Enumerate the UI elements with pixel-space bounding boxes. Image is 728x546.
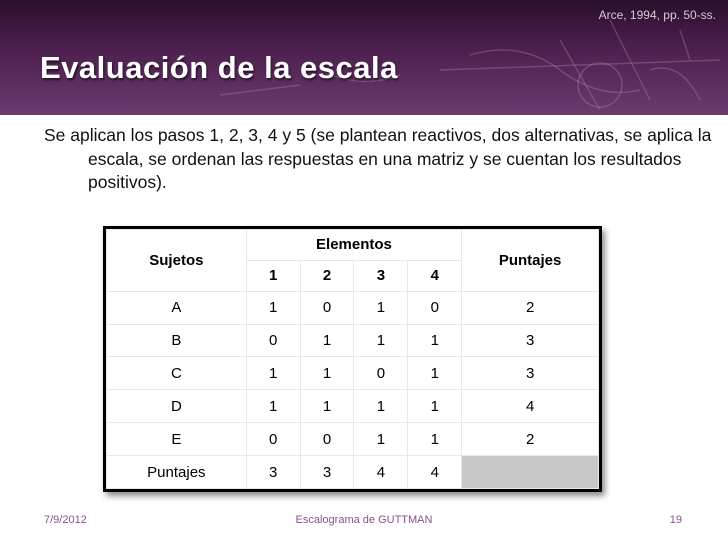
value-cell: 1: [354, 291, 408, 324]
value-cell: 1: [408, 324, 462, 357]
table-row: [107, 390, 599, 423]
totals-label: Puntajes: [107, 456, 247, 489]
score-cell: 4: [462, 390, 599, 423]
subject-cell: C: [107, 357, 247, 390]
value-cell: 1: [408, 357, 462, 390]
value-cell: 1: [354, 390, 408, 423]
guttman-table-frame: [103, 226, 602, 492]
header-scores: Puntajes: [462, 230, 599, 292]
slide-header: [0, 0, 728, 115]
value-cell: 1: [354, 423, 408, 456]
value-cell: 1: [246, 357, 300, 390]
subject-cell: A: [107, 291, 247, 324]
element-number: 3: [354, 260, 408, 291]
value-cell: 1: [246, 291, 300, 324]
value-cell: 0: [300, 423, 354, 456]
footer-page-number: 19: [669, 514, 682, 526]
subject-cell: D: [107, 390, 247, 423]
element-number: 1: [246, 260, 300, 291]
element-number: 4: [408, 260, 462, 291]
score-cell: 2: [462, 291, 599, 324]
citation: Arce, 1994, pp. 50-ss.: [598, 8, 716, 22]
guttman-scalogram-table: [106, 229, 599, 489]
value-cell: 1: [300, 390, 354, 423]
value-cell: 1: [246, 390, 300, 423]
value-cell: 1: [354, 324, 408, 357]
subject-cell: B: [107, 324, 247, 357]
total-cell: 4: [354, 456, 408, 489]
value-cell: 0: [300, 291, 354, 324]
total-cell: 4: [408, 456, 462, 489]
value-cell: 0: [246, 324, 300, 357]
table-row: [107, 423, 599, 456]
table-row: [107, 357, 599, 390]
total-cell: 3: [300, 456, 354, 489]
footer-title: Escalograma de GUTTMAN: [295, 514, 433, 526]
value-cell: 1: [408, 423, 462, 456]
value-cell: 1: [300, 357, 354, 390]
table-row: [107, 324, 599, 357]
subject-cell: E: [107, 423, 247, 456]
element-number: 2: [300, 260, 354, 291]
footer-date: 7/9/2012: [44, 514, 87, 526]
totals-row: [107, 456, 599, 489]
header-subjects: Sujetos: [107, 230, 247, 292]
total-cell: 3: [246, 456, 300, 489]
score-cell: 2: [462, 423, 599, 456]
slide-title: Evaluación de la escala: [40, 50, 398, 85]
value-cell: 1: [300, 324, 354, 357]
value-cell: 0: [354, 357, 408, 390]
header-elements: Elementos: [246, 230, 462, 261]
empty-gray-cell: [462, 456, 599, 489]
table-row: [107, 291, 599, 324]
value-cell: 0: [408, 291, 462, 324]
score-cell: 3: [462, 357, 599, 390]
body-paragraph: Se aplican los pasos 1, 2, 3, 4 y 5 (se plantean reactivos, dos alternativas, se aplica la escala, se ordenan las respuestas en una matriz y se cuentan los resultados positivos).: [44, 125, 712, 192]
value-cell: 1: [408, 390, 462, 423]
value-cell: 0: [246, 423, 300, 456]
score-cell: 3: [462, 324, 599, 357]
